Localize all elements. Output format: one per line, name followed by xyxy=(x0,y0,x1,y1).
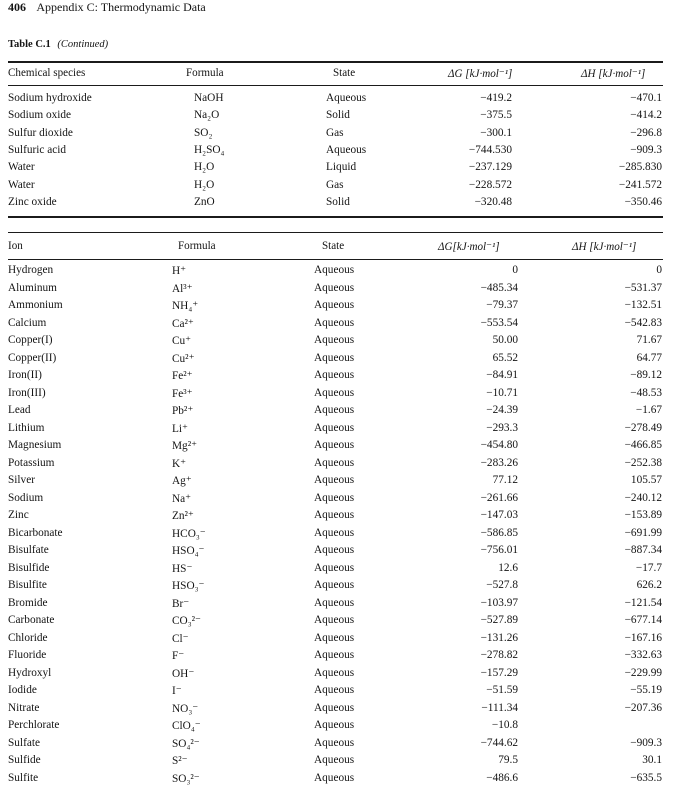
table2-row-dg-cell: −51.59 xyxy=(486,684,518,696)
table2-row-species-cell: Magnesium xyxy=(8,439,62,451)
table2-row-state-cell: Aqueous xyxy=(314,264,355,276)
table2-row-formula-cell: Ag⁺ xyxy=(172,475,192,487)
table2-row-state-cell: Aqueous xyxy=(314,596,355,609)
table1-row-dh-cell: −296.8 xyxy=(630,126,662,139)
table2-row-dg-cell: −131.26 xyxy=(480,631,518,644)
table1-header-species: Chemical species xyxy=(8,67,86,79)
table2-row-state-cell: Aqueous xyxy=(314,456,355,469)
table2-row-dg-cell: 65.52 xyxy=(492,351,518,364)
table2-row-formula-cell: Zn²⁺ xyxy=(172,510,194,522)
table-continued: (Continued) xyxy=(57,39,109,50)
table2-row-species-cell: Calcium xyxy=(8,316,47,329)
table1-row-state-cell: Solid xyxy=(326,195,350,208)
table2-row-species-cell: Hydrogen xyxy=(8,264,54,276)
table2-row-formula-cell: Cl⁻ xyxy=(172,632,189,645)
table1-row-dh-cell: −414.2 xyxy=(630,109,662,122)
table2-row-dg-cell: −454.80 xyxy=(480,439,518,451)
table2-row-state-cell: Aqueous xyxy=(314,649,355,661)
table1-header-formula: Formula xyxy=(186,67,224,79)
table2-row-formula-cell: HSO₃⁻ xyxy=(172,580,205,592)
table2-row-dg-cell: −79.37 xyxy=(486,299,518,311)
table1-row-species-cell: Sulfuric acid xyxy=(8,143,67,156)
table2-row-state-cell: Aqueous xyxy=(314,701,355,714)
table2-row-state-cell: Aqueous xyxy=(314,369,355,381)
table2-row-state-cell: Aqueous xyxy=(314,439,355,451)
table2-row-state-cell: Aqueous xyxy=(314,736,355,749)
table2-row-state-cell: Aqueous xyxy=(314,719,355,731)
table1-row-dg-cell: −300.1 xyxy=(480,126,512,139)
table2-row-dh-cell: −332.63 xyxy=(624,649,662,661)
table2-row-dh-cell: −466.85 xyxy=(624,439,662,451)
table2-row-state-cell: Aqueous xyxy=(314,421,355,434)
table1-row-formula-cell: H₂O xyxy=(194,178,215,191)
table1-row-formula-cell: SO₂ xyxy=(194,126,213,139)
table1-row-formula-cell: H₂O xyxy=(194,161,215,174)
table2-row-dh-cell: 64.77 xyxy=(636,351,662,364)
table1-row-dg-cell: −320.48 xyxy=(474,195,512,208)
table2-row-formula-cell: Mg²⁺ xyxy=(172,440,198,452)
table2-row-state-cell: Aqueous xyxy=(314,474,355,486)
table2-row-species-cell: Bisulfite xyxy=(8,579,47,591)
table2-header-rule xyxy=(8,259,663,260)
table2-row-species-cell: Bisulfate xyxy=(8,544,49,556)
table2-row-dg-cell: 50.00 xyxy=(492,334,518,346)
table2-row-dh-cell: 0 xyxy=(656,264,662,276)
table2-row-formula-cell: Al³⁺ xyxy=(172,282,193,295)
table2-row-formula-cell: OH⁻ xyxy=(172,667,195,680)
table2-row-species-cell: Perchlorate xyxy=(8,719,60,731)
table2-row-dh-cell: −1.67 xyxy=(635,404,662,416)
table2-row-dh-cell: −677.14 xyxy=(624,614,662,626)
table2-row-dh-cell: 71.67 xyxy=(636,334,662,346)
table2-row-dg-cell: −485.34 xyxy=(480,281,518,294)
table2-row-dg-cell: −10.8 xyxy=(491,719,518,731)
table2-row-species-cell: Ammonium xyxy=(8,299,63,311)
table2-row-formula-cell: HSO₄⁻ xyxy=(172,545,205,557)
table2-row-species-cell: Bromide xyxy=(8,596,48,609)
table1-row-dh-cell: −241.572 xyxy=(618,178,662,191)
table2-row-species-cell: Fluoride xyxy=(8,649,47,661)
table2-row-dh-cell: −240.12 xyxy=(624,491,662,504)
table2-row-species-cell: Sulfide xyxy=(8,754,41,766)
table2-row-state-cell: Aqueous xyxy=(314,666,355,679)
table1-row-species-cell: Water xyxy=(8,161,35,174)
table2-row-state-cell: Aqueous xyxy=(314,509,355,521)
table2-row-formula-cell: SO₃²⁻ xyxy=(172,772,200,785)
table2-row-dh-cell: −121.54 xyxy=(624,596,662,609)
table2-row-species-cell: Chloride xyxy=(8,631,48,644)
table2-row-dg-cell: −744.62 xyxy=(480,736,518,749)
table2-row-formula-cell: Pb²⁺ xyxy=(172,405,194,417)
table2-row-dg-cell: 12.6 xyxy=(498,561,518,574)
table1-row-state-cell: Aqueous xyxy=(326,143,367,156)
table2-row-state-cell: Aqueous xyxy=(314,386,355,399)
table2-row-state-cell: Aqueous xyxy=(314,544,355,556)
table2-row-dg-cell: −157.29 xyxy=(480,666,518,679)
table2-row-formula-cell: HCO₃⁻ xyxy=(172,527,206,540)
table1-row-dh-cell: −350.46 xyxy=(624,195,662,208)
table2-header-formula: Formula xyxy=(178,240,216,252)
table2-row-dh-cell: 626.2 xyxy=(636,579,662,591)
table2-row-formula-cell: ClO₄⁻ xyxy=(172,720,201,732)
table2-row-species-cell: Nitrate xyxy=(8,701,40,714)
table2-row-dg-cell: 79.5 xyxy=(498,754,518,766)
table2-row-dh-cell: −207.36 xyxy=(624,701,662,714)
table2-row-species-cell: Sulfate xyxy=(8,736,40,749)
table2-row-formula-cell: CO₃²⁻ xyxy=(172,615,201,627)
table2-row-formula-cell: NH₄⁺ xyxy=(172,300,199,312)
table2-row-dg-cell: −103.97 xyxy=(480,596,518,609)
table1-row-formula-cell: Na₂O xyxy=(194,109,220,122)
table2-row-state-cell: Aqueous xyxy=(314,316,355,329)
table2-row-species-cell: Zinc xyxy=(8,509,29,521)
table1-bottom-rule xyxy=(8,216,663,218)
table2-row-species-cell: Sodium xyxy=(8,491,44,504)
table2-row-formula-cell: Ca²⁺ xyxy=(172,317,194,330)
table2-row-species-cell: Iron(III) xyxy=(8,386,46,399)
table2-row-dh-cell: −691.99 xyxy=(624,526,662,539)
table2-row-dg-cell: −111.34 xyxy=(481,701,518,714)
table2-row-formula-cell: Fe²⁺ xyxy=(172,370,193,382)
table1-header-dg: ΔG [kJ·mol⁻¹] xyxy=(448,68,513,80)
table2-row-dh-cell: −278.49 xyxy=(624,421,662,434)
table2-row-state-cell: Aqueous xyxy=(314,754,355,766)
table2-row-species-cell: Lead xyxy=(8,404,31,416)
table2-row-dh-cell: −635.5 xyxy=(630,771,662,784)
table2-row-dg-cell: −586.85 xyxy=(480,526,518,539)
table1-row-dh-cell: −909.3 xyxy=(630,143,662,156)
table2-row-dh-cell: −48.53 xyxy=(630,386,662,399)
table1-row-dg-cell: −375.5 xyxy=(480,109,512,122)
table2-row-dh-cell: −252.38 xyxy=(624,456,662,469)
table2-row-formula-cell: K⁺ xyxy=(172,457,187,470)
table2-row-dg-cell: −527.8 xyxy=(486,579,518,591)
table2-row-dg-cell: 0 xyxy=(512,264,518,276)
table2-header-ion: Ion xyxy=(8,240,23,252)
table1-row-state-cell: Liquid xyxy=(326,161,357,174)
table2-row-dg-cell: −10.71 xyxy=(486,386,518,399)
table2-row-dh-cell: 30.1 xyxy=(642,754,662,766)
table2-row-formula-cell: Cu²⁺ xyxy=(172,352,195,365)
table2-row-species-cell: Carbonate xyxy=(8,614,55,626)
table2-row-species-cell: Potassium xyxy=(8,456,55,469)
table2-row-state-cell: Aqueous xyxy=(314,579,355,591)
table2-row-formula-cell: Fe³⁺ xyxy=(172,387,193,400)
table2-row-species-cell: Bicarbonate xyxy=(8,526,63,539)
table2-row-state-cell: Aqueous xyxy=(314,404,355,416)
table2-row-species-cell: Hydroxyl xyxy=(8,666,52,679)
table-label: Table C.1 xyxy=(8,39,51,50)
table2-row-state-cell: Aqueous xyxy=(314,631,355,644)
table2-row-formula-cell: F⁻ xyxy=(172,650,185,662)
table1-row-state-cell: Gas xyxy=(326,178,344,191)
table2-row-state-cell: Aqueous xyxy=(314,351,355,364)
table2-row-dh-cell: −531.37 xyxy=(624,281,662,294)
table1-row-species-cell: Sodium oxide xyxy=(8,109,72,122)
table2-row-dh-cell: −887.34 xyxy=(624,544,662,556)
table2-row-dh-cell: −17.7 xyxy=(635,561,662,574)
table1-row-species-cell: Zinc oxide xyxy=(8,195,57,208)
table2-row-formula-cell: NO₃⁻ xyxy=(172,702,199,715)
table2-row-dg-cell: 77.12 xyxy=(492,474,518,486)
table2-row-dh-cell: 105.57 xyxy=(630,474,662,486)
table2-row-state-cell: Aqueous xyxy=(314,771,355,784)
table1-row-formula-cell: ZnO xyxy=(194,195,215,208)
table1-row-state-cell: Gas xyxy=(326,126,344,139)
page-header xyxy=(8,0,206,15)
table2-row-species-cell: Lithium xyxy=(8,421,45,434)
table2-row-dg-cell: −283.26 xyxy=(480,456,518,469)
table2-row-dh-cell: −55.19 xyxy=(630,684,662,696)
table2-row-species-cell: Aluminum xyxy=(8,281,57,294)
table1-row-dh-cell: −470.1 xyxy=(630,92,662,104)
table-caption xyxy=(8,39,108,50)
table2-row-dg-cell: −486.6 xyxy=(486,771,518,784)
table1-row-formula-cell: H₂SO₄ xyxy=(194,143,225,156)
table2-row-species-cell: Iron(II) xyxy=(8,369,42,381)
table2-row-dg-cell: −756.01 xyxy=(480,544,518,556)
table2-row-species-cell: Copper(II) xyxy=(8,351,57,364)
table2-row-dg-cell: −147.03 xyxy=(480,509,518,521)
table1-header-rule xyxy=(8,85,663,86)
table2-row-dg-cell: −553.54 xyxy=(480,316,518,329)
page-number: 406 xyxy=(8,0,26,14)
table2-row-dg-cell: −278.82 xyxy=(480,649,518,661)
table2-row-state-cell: Aqueous xyxy=(314,614,355,626)
table2-row-state-cell: Aqueous xyxy=(314,334,355,346)
table1-row-species-cell: Sodium hydroxide xyxy=(8,92,92,104)
table2-header-state: State xyxy=(322,240,345,252)
table2-row-formula-cell: Li⁺ xyxy=(172,422,189,435)
table2-row-formula-cell: Na⁺ xyxy=(172,492,192,505)
table1-header-state: State xyxy=(333,67,356,79)
table2-row-dh-cell: −153.89 xyxy=(624,509,662,521)
table2-header-dh: ΔH [kJ·mol⁻¹] xyxy=(572,241,637,253)
table2-row-formula-cell: S²⁻ xyxy=(172,755,188,767)
table2-row-species-cell: Bisulfide xyxy=(8,561,50,574)
table2-row-dh-cell: −89.12 xyxy=(630,369,662,381)
table2-row-state-cell: Aqueous xyxy=(314,491,355,504)
table2-row-dh-cell: −132.51 xyxy=(624,299,662,311)
table1-row-dg-cell: −237.129 xyxy=(468,161,512,174)
table2-row-species-cell: Sulfite xyxy=(8,771,39,784)
table2-row-formula-cell: H⁺ xyxy=(172,265,187,277)
table2-row-state-cell: Aqueous xyxy=(314,684,355,696)
table2-row-state-cell: Aqueous xyxy=(314,526,355,539)
table2-row-dh-cell: −909.3 xyxy=(630,736,662,749)
table2-row-dg-cell: −261.66 xyxy=(480,491,518,504)
table2-row-formula-cell: I⁻ xyxy=(172,685,182,697)
table2-row-species-cell: Iodide xyxy=(8,684,37,696)
table2-row-dh-cell: −542.83 xyxy=(624,316,662,329)
table2-row-formula-cell: SO₄²⁻ xyxy=(172,737,200,750)
table1-row-state-cell: Aqueous xyxy=(326,92,367,104)
page-title: Appendix C: Thermodynamic Data xyxy=(36,0,206,14)
table2-row-formula-cell: Br⁻ xyxy=(172,597,190,610)
table1-row-formula-cell: NaOH xyxy=(194,92,224,104)
table2-header-dg: ΔG[kJ·mol⁻¹] xyxy=(438,241,500,253)
table2-row-species-cell: Silver xyxy=(8,474,35,486)
table2-row-state-cell: Aqueous xyxy=(314,561,355,574)
table1-row-dg-cell: −419.2 xyxy=(480,92,512,104)
table2-row-dg-cell: −527.89 xyxy=(480,614,518,626)
table1-row-dg-cell: −744.530 xyxy=(468,143,512,156)
table2-row-formula-cell: Cu⁺ xyxy=(172,335,192,347)
table2-row-state-cell: Aqueous xyxy=(314,299,355,311)
table1-row-state-cell: Solid xyxy=(326,109,350,122)
table2-row-dg-cell: −24.39 xyxy=(486,404,518,416)
table1-row-species-cell: Water xyxy=(8,178,35,191)
table2-row-dg-cell: −84.91 xyxy=(486,369,518,381)
table1-row-species-cell: Sulfur dioxide xyxy=(8,126,73,139)
table2-row-formula-cell: HS⁻ xyxy=(172,562,193,575)
table2-row-state-cell: Aqueous xyxy=(314,281,355,294)
table1-top-rule xyxy=(8,61,663,63)
table2-row-dh-cell: −229.99 xyxy=(624,666,662,679)
table1-row-dh-cell: −285.830 xyxy=(618,161,662,174)
table2-row-dg-cell: −293.3 xyxy=(486,421,518,434)
table2-row-species-cell: Copper(I) xyxy=(8,334,53,346)
table1-header-dh: ΔH [kJ·mol⁻¹] xyxy=(581,68,646,80)
table2-top-rule xyxy=(8,232,663,233)
table1-row-dg-cell: −228.572 xyxy=(468,178,512,191)
table2-row-dh-cell: −167.16 xyxy=(624,631,662,644)
